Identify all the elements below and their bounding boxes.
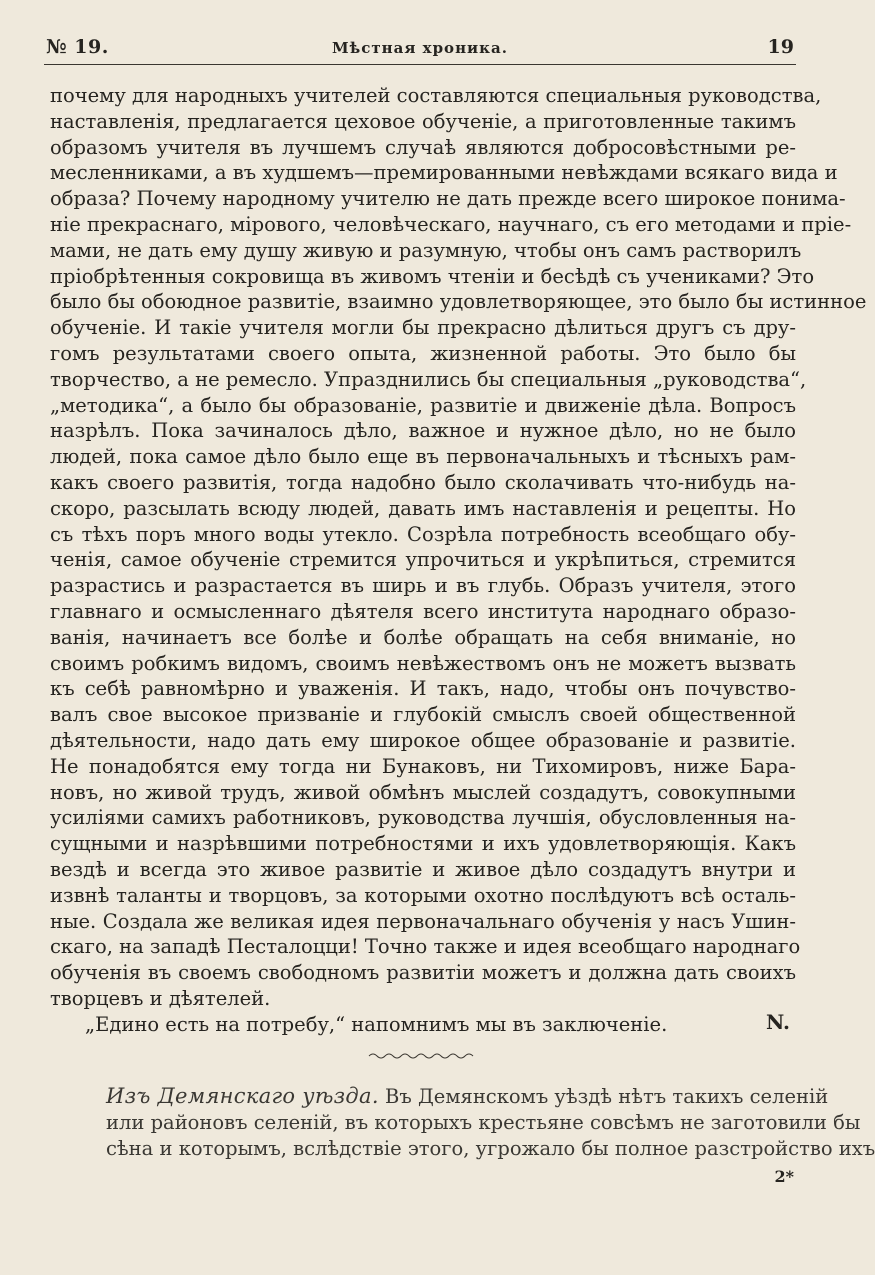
- text-line: какъ своего развитія, тогда надобно было сколачивать что-нибудь на-: [50, 470, 796, 494]
- text-line: было бы обоюдное развитіе, взаимно удовлетворяющее, это было бы истинное: [50, 290, 867, 314]
- text-line: новъ, но живой трудъ, живой обмѣнъ мыслей создадутъ, совокупными: [50, 780, 796, 804]
- text-line: наставленія, предлагается цеховое обученіе, а приготовленные такимъ: [50, 109, 796, 133]
- text-line: творчество, а не ремесло. Упразднились бы специальныя „руководства“,: [50, 367, 807, 391]
- text-line: образа? Почему народному учителю не дать прежде всего широкое понима-: [50, 187, 846, 211]
- author-signature: N.: [766, 1010, 790, 1034]
- article-first-line: Въ Демянскомъ уѣздѣ нѣтъ такихъ селеній: [385, 1085, 829, 1108]
- text-line: „методика“, а было бы образованіе, развитіе и движеніе дѣла. Вопросъ: [50, 393, 796, 417]
- article-title: Изъ Демянскаго уѣзда.: [106, 1084, 379, 1108]
- text-line: скаго, на западѣ Песталоцци! Точно также и идея всеобщаго народнаго: [50, 935, 801, 959]
- text-line: людей, пока самое дѣло было еще въ первоначальныхъ и тѣсныхъ рам-: [50, 445, 796, 469]
- text-line: обученія въ своемъ свободномъ развитіи можетъ и должна дать своихъ: [50, 961, 796, 985]
- text-line: месленниками, а въ худшемъ—премированными невѣждами всякаго вида и: [50, 161, 838, 185]
- text-line: ные. Создала же великая идея первоначальнаго обученія у насъ Ушин-: [50, 909, 796, 933]
- text-line: скоро, разсылать всюду людей, давать имъ наставленія и рецепты. Но: [50, 496, 796, 520]
- text-line: Не понадобятся ему тогда ни Бунаковъ, ни Тихомировъ, ниже Бара-: [50, 754, 796, 778]
- section-heading: Мѣстная хроника.: [332, 39, 508, 57]
- next-article: [106, 1084, 875, 1161]
- text-line: главнаго и осмысленнаго дѣятеля всего института народнаго образо-: [50, 599, 796, 623]
- text-line: дѣятельности, надо дать ему широкое общее образованіе и развитіе.: [50, 728, 796, 752]
- text-line: мами, не дать ему душу живую и разумную, чтобы онъ самъ растворилъ: [50, 238, 802, 262]
- text-line: къ себѣ равномѣрно и уваженія. И такъ, надо, чтобы онъ почувство-: [50, 677, 796, 701]
- page-number: 19: [767, 36, 794, 58]
- issue-number: № 19.: [46, 36, 109, 58]
- text-line: пріобрѣтенныя сокровища въ живомъ чтеніи и бесѣдѣ съ учениками? Это: [50, 264, 815, 288]
- text-line: [106, 1084, 829, 1110]
- running-header: [44, 34, 796, 64]
- text-line: гомъ результатами своего опыта, жизненной работы. Это было бы: [50, 341, 796, 365]
- text-line: валъ свое высокое призваніе и глубокій смыслъ своей общественной: [50, 703, 796, 727]
- text-line: усиліями самихъ работниковъ, руководства лучшія, обусловленныя на-: [50, 806, 796, 830]
- section-divider-ornament: [0, 1047, 844, 1059]
- wavy-divider-icon: [367, 1050, 477, 1062]
- text-line: разрастись и разрастается въ ширь и въ глубь. Образъ учителя, этого: [50, 574, 796, 598]
- text-line: обученіе. И такіе учителя могли бы прекрасно дѣлиться другъ съ дру-: [50, 316, 796, 340]
- text-line: съ тѣхъ поръ много воды утекло. Созрѣла потребность всеобщаго обу-: [50, 522, 796, 546]
- text-line: извнѣ таланты и творцовъ, за которыми охотно послѣдуютъ всѣ осталь-: [50, 883, 796, 907]
- text-line: ніе прекраснаго, мірового, человѣческаго, научнаго, съ его методами и пріе-: [50, 212, 852, 236]
- text-line: творцевъ и дѣятелей.: [50, 986, 271, 1010]
- text-line: или районовъ селеній, въ которыхъ крестьяне совсѣмъ не заготовили бы: [106, 1110, 861, 1134]
- text-line: образомъ учителя въ лучшемъ случаѣ являются добросовѣстными ре-: [50, 135, 796, 159]
- text-line: почему для народныхъ учителей составляются специальныя руководства,: [50, 84, 822, 107]
- text-line: назрѣлъ. Пока зачиналось дѣло, важное и нужное дѣло, но не было: [50, 419, 796, 443]
- header-rule: [44, 64, 796, 65]
- signature-mark: 2*: [774, 1167, 794, 1186]
- text-line: своимъ робкимъ видомъ, своимъ невѣжествомъ онъ не можетъ вызвать: [50, 651, 796, 675]
- article-body: [50, 83, 867, 1037]
- text-line: сѣна и которымъ, вслѣдствіе этого, угрожало бы полное разстройство ихъ: [106, 1136, 875, 1160]
- closing-quote: „Едино есть на потребу,“ напомнимъ мы въ заключеніе.: [85, 1012, 668, 1036]
- text-line: ванія, начинаетъ все болѣе и болѣе обращать на себя вниманіе, но: [50, 625, 796, 649]
- text-line: вездѣ и всегда это живое развитіе и живое дѣло создадутъ внутри и: [50, 857, 796, 881]
- text-line: ченія, самое обученіе стремится упрочиться и укрѣпиться, стремится: [50, 548, 796, 572]
- text-line: сущными и назрѣвшими потребностями и ихъ удовлетворяющія. Какъ: [50, 832, 796, 856]
